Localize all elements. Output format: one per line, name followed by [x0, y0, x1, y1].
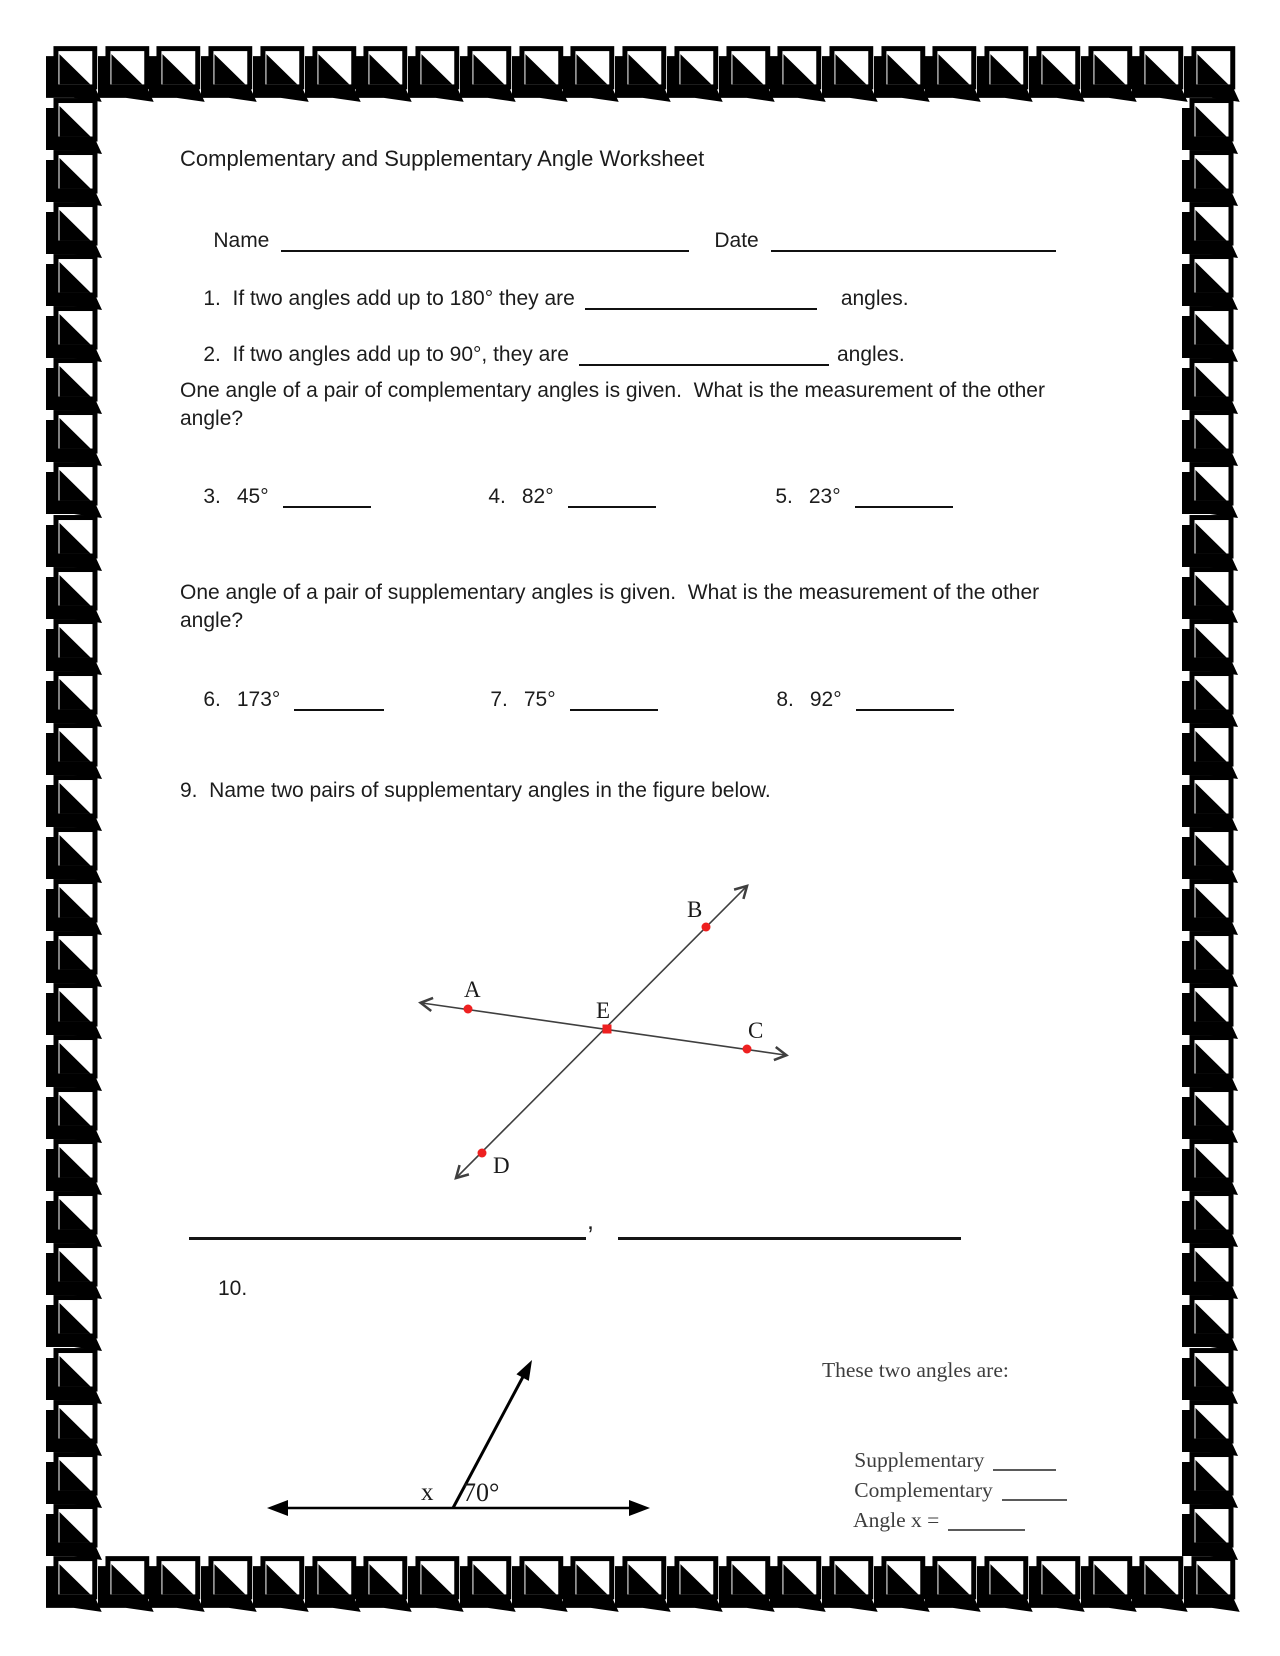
- border-triangle-tile-icon: [46, 1295, 98, 1347]
- border-triangle-tile-icon: [1182, 1452, 1234, 1504]
- border-triangle-tile-icon: [1081, 1556, 1133, 1608]
- border-triangle-tile-icon: [563, 1556, 615, 1608]
- question-7-angle: 75°: [523, 688, 556, 711]
- border-triangle-tile-icon: [46, 671, 98, 723]
- border-triangle-tile-icon: [1182, 1191, 1234, 1243]
- question-4-blank: [568, 486, 656, 508]
- border-triangle-tile-icon: [1182, 1139, 1234, 1191]
- border-triangle-tile-icon: [46, 567, 98, 619]
- question-5-number: 5.: [775, 485, 793, 508]
- border-right: [1182, 98, 1234, 1556]
- point-e-label: E: [596, 998, 611, 1023]
- border-triangle-tile-icon: [667, 46, 719, 98]
- border-triangle-tile-icon: [770, 46, 822, 98]
- question-5: [752, 461, 953, 533]
- point-e-dot: [603, 1025, 612, 1034]
- border-triangle-tile-icon: [46, 931, 98, 983]
- question-3: [180, 461, 371, 533]
- question-2-blank: [579, 344, 829, 366]
- border-triangle-tile-icon: [977, 46, 1029, 98]
- question-9-figure: [400, 845, 800, 1190]
- question-10-label: 10.: [218, 1277, 248, 1300]
- border-triangle-tile-icon: [1182, 150, 1234, 202]
- border-triangle-tile-icon: [1132, 1556, 1184, 1608]
- border-triangle-tile-icon: [46, 1035, 98, 1087]
- border-triangle-tile-icon: [977, 1556, 1029, 1608]
- border-triangle-tile-icon: [1182, 462, 1234, 514]
- border-triangle-tile-icon: [1182, 1295, 1234, 1347]
- border-triangle-tile-icon: [1132, 46, 1184, 98]
- border-triangle-tile-icon: [822, 46, 874, 98]
- border-triangle-tile-icon: [46, 1504, 98, 1556]
- border-triangle-tile-icon: [356, 1556, 408, 1608]
- border-triangle-tile-icon: [46, 879, 98, 931]
- border-triangle-tile-icon: [874, 46, 926, 98]
- question-10-figure: [255, 1345, 675, 1520]
- question-7: [467, 664, 658, 736]
- border-triangle-tile-icon: [46, 1400, 98, 1452]
- border-triangle-tile-icon: [1182, 827, 1234, 879]
- border-triangle-tile-icon: [874, 1556, 926, 1608]
- point-c-label: C: [748, 1018, 764, 1043]
- border-triangle-tile-icon: [46, 1191, 98, 1243]
- border-triangle-tile-icon: [1182, 358, 1234, 410]
- complementary-option-label: Complementary: [854, 1478, 993, 1502]
- complementary-intro: One angle of a pair of complementary angles is given. What is the measurement of the other angle?: [180, 379, 1051, 430]
- question-8-blank: [856, 689, 954, 711]
- question-3-number: 3.: [203, 485, 221, 508]
- border-triangle-tile-icon: [46, 150, 98, 202]
- line-db: [457, 887, 746, 1177]
- border-triangle-tile-icon: [46, 515, 98, 567]
- question-5-angle: 23°: [808, 485, 841, 508]
- question-7-blank: [570, 689, 658, 711]
- question-4-number: 4.: [488, 485, 506, 508]
- border-triangle-tile-icon: [1182, 931, 1234, 983]
- question-7-number: 7.: [490, 688, 508, 711]
- question-1-suffix: angles.: [840, 287, 909, 310]
- page-title: Complementary and Supplementary Angle Worksheet: [180, 146, 705, 171]
- question-9-blank-1: [189, 1237, 586, 1240]
- border-triangle-tile-icon: [1182, 98, 1234, 150]
- border-triangle-tile-icon: [925, 46, 977, 98]
- border-triangle-tile-icon: [822, 1556, 874, 1608]
- border-triangle-tile-icon: [253, 1556, 305, 1608]
- border-triangle-tile-icon: [1182, 1504, 1234, 1556]
- border-triangle-tile-icon: [46, 775, 98, 827]
- question-3-angle: 45°: [236, 485, 269, 508]
- border-triangle-tile-icon: [1081, 46, 1133, 98]
- border-triangle-tile-icon: [667, 1556, 719, 1608]
- point-c-dot: [743, 1045, 752, 1054]
- supplementary-option: [822, 1423, 1072, 1472]
- border-triangle-tile-icon: [46, 827, 98, 879]
- name-label: Name: [213, 229, 270, 252]
- question-3-blank: [283, 486, 371, 508]
- border-triangle-tile-icon: [1182, 202, 1234, 254]
- border-triangle-tile-icon: [201, 46, 253, 98]
- question-4: [465, 461, 656, 533]
- border-triangle-tile-icon: [408, 1556, 460, 1608]
- border-triangle-tile-icon: [1182, 723, 1234, 775]
- border-triangle-tile-icon: [46, 1087, 98, 1139]
- border-triangle-tile-icon: [149, 46, 201, 98]
- border-triangle-tile-icon: [46, 619, 98, 671]
- question-9: 9. Name two pairs of supplementary angles in the figure below.: [180, 779, 771, 802]
- border-triangle-tile-icon: [615, 46, 667, 98]
- supplementary-option-blank: [993, 1453, 1056, 1471]
- border-triangle-tile-icon: [1182, 254, 1234, 306]
- angle-70-label: 70°: [463, 1478, 500, 1507]
- border-triangle-tile-icon: [719, 46, 771, 98]
- question-2-suffix: angles.: [836, 343, 905, 366]
- border-triangle-tile-icon: [1182, 983, 1234, 1035]
- border-triangle-tile-icon: [46, 410, 98, 462]
- border-triangle-tile-icon: [408, 46, 460, 98]
- question-1-text: 1. If two angles add up to 180° they are: [203, 287, 575, 310]
- point-a-dot: [464, 1005, 473, 1014]
- border-triangle-tile-icon: [615, 1556, 667, 1608]
- point-d-dot: [478, 1149, 487, 1158]
- name-blank: [281, 230, 689, 252]
- border-triangle-tile-icon: [1029, 46, 1081, 98]
- answer-box-heading: These two angles are:: [822, 1358, 1009, 1382]
- border-triangle-tile-icon: [46, 46, 98, 98]
- border-triangle-tile-icon: [1182, 1400, 1234, 1452]
- border-triangle-tile-icon: [46, 358, 98, 410]
- border-triangle-tile-icon: [512, 46, 564, 98]
- angle-x-label: x: [421, 1479, 434, 1506]
- point-b-dot: [702, 923, 711, 932]
- border-triangle-tile-icon: [46, 1139, 98, 1191]
- angle-x-equals-label: Angle x =: [853, 1508, 940, 1532]
- border-triangle-tile-icon: [512, 1556, 564, 1608]
- border-triangle-tile-icon: [1182, 1348, 1234, 1400]
- border-triangle-tile-icon: [46, 1348, 98, 1400]
- border-triangle-tile-icon: [46, 202, 98, 254]
- border-triangle-tile-icon: [1184, 1556, 1236, 1608]
- border-triangle-tile-icon: [201, 1556, 253, 1608]
- date-label: Date: [714, 229, 759, 252]
- border-triangle-tile-icon: [305, 46, 357, 98]
- border-top: [46, 46, 1236, 98]
- question-6: [180, 664, 384, 736]
- border-triangle-tile-icon: [46, 723, 98, 775]
- border-triangle-tile-icon: [253, 46, 305, 98]
- border-triangle-tile-icon: [46, 1243, 98, 1295]
- border-triangle-tile-icon: [46, 983, 98, 1035]
- question-5-blank: [855, 486, 953, 508]
- border-triangle-tile-icon: [46, 1452, 98, 1504]
- border-triangle-tile-icon: [46, 1556, 98, 1608]
- border-triangle-tile-icon: [305, 1556, 357, 1608]
- question-8: [753, 664, 954, 736]
- question-6-number: 6.: [203, 688, 221, 711]
- border-triangle-tile-icon: [770, 1556, 822, 1608]
- border-triangle-tile-icon: [1182, 1035, 1234, 1087]
- border-triangle-tile-icon: [460, 46, 512, 98]
- question-9-blank-2: [618, 1237, 961, 1240]
- border-triangle-tile-icon: [1182, 619, 1234, 671]
- question-10-answer-box: [822, 1358, 1072, 1532]
- border-triangle-tile-icon: [1029, 1556, 1081, 1608]
- question-1-blank: [585, 288, 817, 310]
- border-triangle-tile-icon: [46, 462, 98, 514]
- border-triangle-tile-icon: [98, 46, 150, 98]
- supplementary-intro: One angle of a pair of supplementary angles is given. What is the measurement of the other angle?: [180, 581, 1045, 632]
- border-triangle-tile-icon: [1182, 879, 1234, 931]
- base-line-right-arrowhead: [629, 1500, 650, 1516]
- question-9-separator: ,: [587, 1207, 594, 1235]
- complementary-option-blank: [1002, 1483, 1067, 1501]
- border-triangle-tile-icon: [563, 46, 615, 98]
- border-triangle-tile-icon: [1182, 567, 1234, 619]
- border-triangle-tile-icon: [149, 1556, 201, 1608]
- question-2-text: 2. If two angles add up to 90°, they are: [203, 343, 569, 366]
- border-triangle-tile-icon: [719, 1556, 771, 1608]
- border-triangle-tile-icon: [1184, 46, 1236, 98]
- border-triangle-tile-icon: [1182, 671, 1234, 723]
- border-triangle-tile-icon: [1182, 515, 1234, 567]
- base-line-left-arrowhead: [267, 1500, 288, 1516]
- border-left: [46, 98, 98, 1556]
- angle-x-blank: [948, 1513, 1025, 1531]
- border-triangle-tile-icon: [356, 46, 408, 98]
- question-8-angle: 92°: [809, 688, 842, 711]
- date-blank: [771, 230, 1056, 252]
- border-bottom: [46, 1556, 1236, 1608]
- question-6-angle: 173°: [236, 688, 281, 711]
- question-6-blank: [294, 689, 384, 711]
- border-triangle-tile-icon: [1182, 775, 1234, 827]
- question-4-angle: 82°: [521, 485, 554, 508]
- border-triangle-tile-icon: [1182, 1087, 1234, 1139]
- border-triangle-tile-icon: [46, 306, 98, 358]
- question-8-number: 8.: [776, 688, 794, 711]
- angle-ray-arrowhead: [516, 1360, 532, 1381]
- border-triangle-tile-icon: [1182, 1243, 1234, 1295]
- point-b-label: B: [687, 897, 703, 922]
- border-triangle-tile-icon: [460, 1556, 512, 1608]
- border-triangle-tile-icon: [925, 1556, 977, 1608]
- point-d-label: D: [493, 1153, 510, 1178]
- border-triangle-tile-icon: [1182, 306, 1234, 358]
- border-triangle-tile-icon: [46, 98, 98, 150]
- border-triangle-tile-icon: [98, 1556, 150, 1608]
- border-triangle-tile-icon: [1182, 410, 1234, 462]
- point-a-label: A: [464, 977, 481, 1002]
- supplementary-option-label: Supplementary: [854, 1448, 985, 1472]
- border-triangle-tile-icon: [46, 254, 98, 306]
